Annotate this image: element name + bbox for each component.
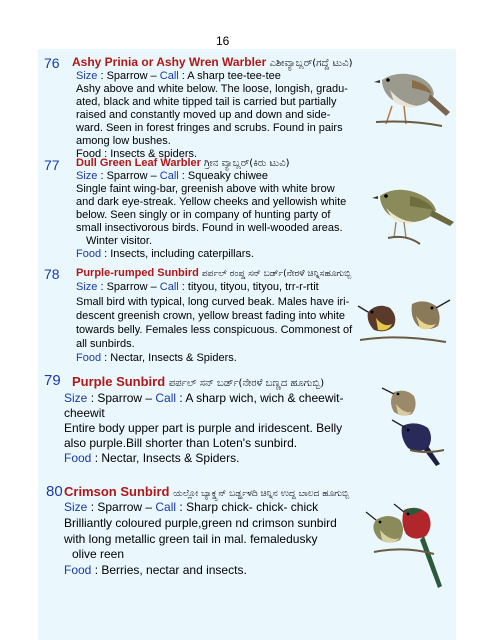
entry-name-english: Dull Green Leaf Warbler — [76, 157, 201, 169]
entry-name-kannada: ಪರ್ಪಲ್ ಸನ್ ಬರ್ಡ್(ನೇರಳೆ ಬಣ್ಣದ ಹೂಗುಬ್ಬಿ) — [168, 378, 325, 389]
food-label: Food — [64, 451, 92, 465]
size-value: : Sparrow – — [100, 281, 157, 293]
entry-title — [72, 55, 353, 69]
size-label: Size — [64, 391, 88, 405]
entry-name-english: Purple Sunbird — [72, 374, 166, 389]
description-line: ward. Seen in forest fringes and scrubs. Found in pairs — [76, 122, 343, 134]
description-line: Single faint wing-bar, greenish above with white brow — [76, 183, 335, 195]
description-line: and dark eye-streak. Yellow cheeks and yellowish white — [76, 196, 347, 208]
ashy-prinia-illustration — [372, 60, 452, 130]
size-value: : Sparrow – — [90, 391, 153, 405]
entry-name-kannada: ಪರ್ಪಲ್ ರಂಪ್ಡ ಸನ್ ಬರ್ಡ್(ನೇರಳೆ ಚಿನ್ನಿಸಹೂಗುಬ್ಬಿ — [201, 269, 352, 279]
size-value: : Sparrow – — [100, 70, 157, 82]
entry-title — [72, 374, 324, 389]
call-label: Call — [155, 500, 177, 514]
food-value: : Insects, including caterpillars. — [104, 248, 254, 260]
description-line: descent greenish crown, yellow breast fading into white — [76, 310, 346, 322]
entry-title — [76, 157, 290, 169]
call-value: : A sharp wich, wich & cheewit- — [179, 391, 344, 405]
description-line: also purple.Bill shorter than Loten's sunbird. — [64, 436, 298, 450]
food-value: : Insects & spiders. — [104, 148, 198, 160]
purple-rumped-sunbird-illustration — [356, 290, 452, 350]
food-line — [64, 451, 239, 465]
description-line: Small bird with typical, long curved beak. Males have iri- — [76, 296, 350, 308]
description-line: among low bushes. — [76, 135, 171, 147]
entry-number: 78 — [44, 266, 60, 282]
leaf-warbler-illustration — [370, 178, 456, 250]
entry-name-english: Crimson Sunbird — [64, 484, 170, 499]
size-value: : Sparrow – — [100, 170, 157, 182]
entry-number: 80 — [46, 483, 63, 500]
entry-name-english: Ashy Prinia or Ashy Wren Warbler — [72, 55, 267, 69]
description-line: small insectivorous birds. Found in well-wooded areas. — [76, 222, 343, 234]
size-call-line — [76, 281, 319, 293]
call-value: : A sharp tee-tee-tee — [181, 70, 281, 82]
description-line: Ashy above and white below. The loose, longish, gradu- — [76, 83, 348, 95]
entry-number: 77 — [44, 157, 60, 173]
call-value: : Sharp chick- chick- chick — [179, 500, 319, 514]
size-label: Size — [76, 70, 98, 82]
food-value: : Nectar, Insects & Spiders. — [104, 352, 237, 364]
description-line: olive reen — [72, 547, 125, 561]
description-line: Entire body upper part is purple and iridescent. Belly — [64, 421, 343, 435]
call-value: : tityou, tityou, tityou, trr-r-rtit — [181, 281, 319, 293]
food-line — [76, 248, 254, 260]
crimson-sunbird-illustration — [364, 500, 454, 590]
description-line: below. Seen singly or in company of hunting party of — [76, 209, 331, 221]
size-call-line — [76, 70, 281, 82]
call-label: Call — [155, 391, 177, 405]
size-label: Size — [64, 500, 88, 514]
page-number: 16 — [216, 34, 230, 48]
entry-title — [64, 484, 349, 499]
description-line: with long metallic green tail in mal. femaledusky — [64, 532, 318, 546]
food-label: Food — [64, 563, 92, 577]
food-label: Food — [76, 248, 102, 260]
description-line: raised and constantly moved up and down and side- — [76, 109, 331, 121]
purple-sunbird-illustration — [380, 384, 450, 466]
food-label: Food — [76, 352, 102, 364]
entry-title — [76, 267, 351, 279]
size-call-line — [64, 500, 318, 514]
size-label: Size — [76, 281, 98, 293]
entry-number: 79 — [44, 372, 61, 389]
size-call-line — [76, 170, 268, 182]
call-label: Call — [159, 281, 179, 293]
description-line: all sunbirds. — [76, 338, 135, 350]
food-line — [64, 563, 247, 577]
entry-name-kannada: ಯಲ್ಲೋ ಬ್ಯಾಕ್ಡ್ಸನ್ ಬರ್ಡ್ಹಳದಿ ಚಿನ್ನಿನ ಉದ್ದ ಬಾಲದ ಹೂಗುಬ್ಬಿ — [173, 489, 350, 499]
entry-name-kannada: ಎಶೀವ್ಯಾಬ್ಲರ್(ಗದ್ದೆ ಟುವಿ) — [269, 58, 353, 69]
size-label: Size — [76, 170, 98, 182]
description-line: towards belly. Females less conspicuous. Commonest of — [76, 324, 353, 336]
description-line: ated, black and white tipped tail is carried but partially — [76, 96, 337, 108]
food-label: Food — [76, 148, 102, 160]
description-line: cheewit — [64, 406, 105, 420]
food-value: : Berries, nectar and insects. — [94, 563, 247, 577]
call-label: Call — [159, 70, 179, 82]
size-value: : Sparrow – — [90, 500, 153, 514]
entry-name-kannada: ಗ್ರೀನ ವ್ಯಾಬ್ಲರ್(ಕಿರು ಟುವಿ) — [203, 158, 290, 169]
call-value: : Squeaky chiwee — [181, 170, 269, 182]
entry-name-english: Purple-rumped Sunbird — [76, 267, 199, 279]
size-call-line — [64, 391, 343, 405]
description-line: Winter visitor. — [86, 235, 153, 247]
description-line: Brilliantly coloured purple,green nd crimson sunbird — [64, 516, 337, 530]
entry-number: 76 — [44, 55, 60, 71]
food-line — [76, 352, 237, 364]
call-label: Call — [159, 170, 179, 182]
food-value: : Nectar, Insects & Spiders. — [94, 451, 240, 465]
